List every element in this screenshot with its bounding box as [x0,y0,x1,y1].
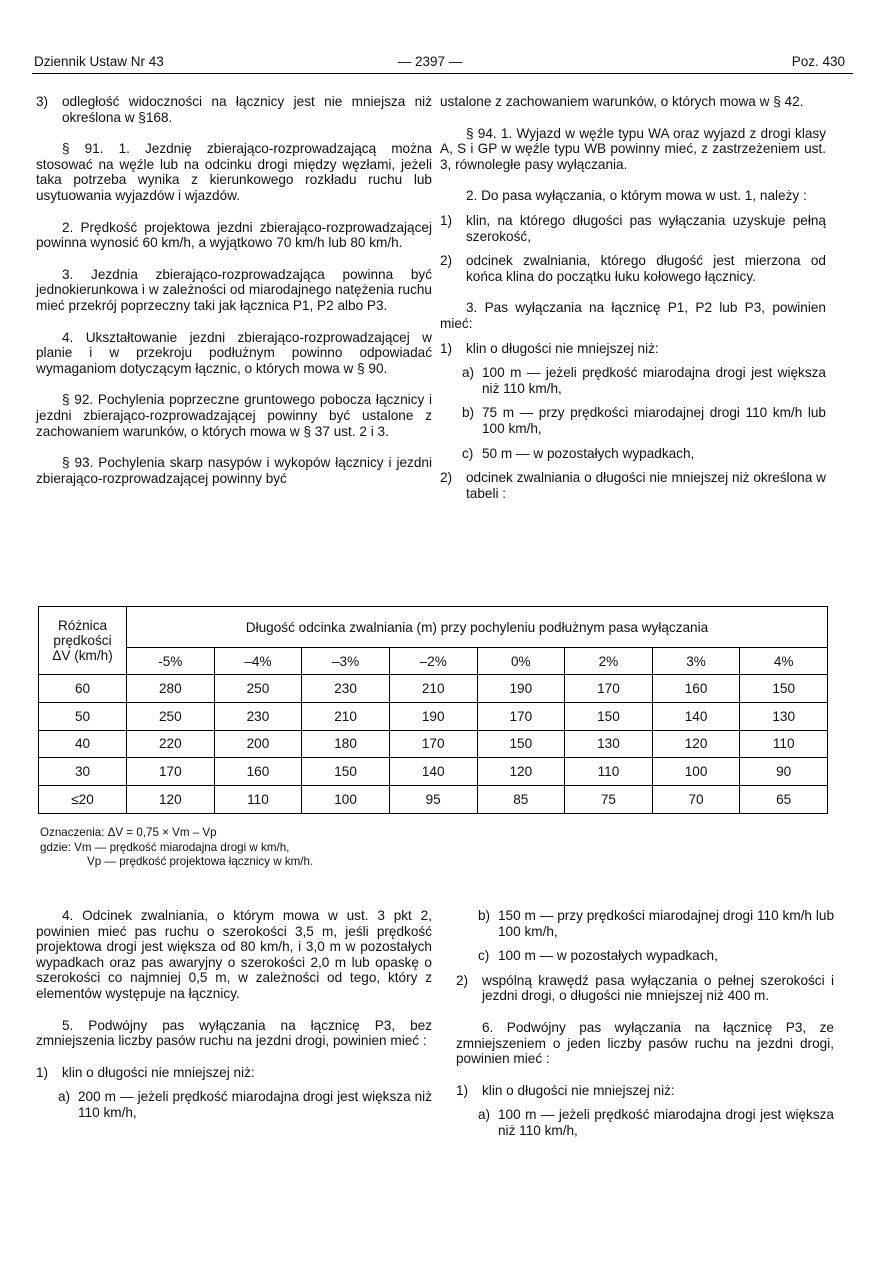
list-item [456,1083,834,1099]
table-cell: 150 [477,730,565,758]
paragraph-91-3: 3. Jezdnia zbierająco-rozprowadzająca powinna być jednokierunkowa i w zależności od miarodajnego natężenia ruchu mieć przekrój poprzeczny taki jak łącznica P1, P2 albo P3. [36,266,432,313]
item-number: 3) [36,94,49,109]
item-text: 150 m — przy prędkości miarodajnej drogi 110 km/h lub 100 km/h, [498,908,834,939]
paragraph-91-4: 4. Ukształtowanie jezdni zbierająco-rozprowadzającej w planie i w przekroju podłużnym powinno odpowiadać wymaganiom dotyczącym łącznic, o których mowa w § 90. [36,329,432,376]
table-cell: 120 [477,758,565,786]
item-text: 50 m — w pozostałych wypadkach, [482,445,695,461]
table-cell: 120 [652,730,740,758]
table-cell: 130 [740,702,828,730]
table-cell: 180 [302,730,390,758]
table-cell: 190 [477,675,565,703]
paragraph-continuation: ustalone z zachowaniem warunków, o których mowa w § 42. [440,94,804,109]
table-cell: 130 [565,730,653,758]
paragraph-93: § 93. Pochylenia skarp nasypów i wykopów łącznicy i jezdni zbierająco-rozprowadzającej powinny być [36,455,432,486]
table-row [39,730,828,758]
top-left-column [36,94,432,502]
item-number: 1) [36,1064,49,1080]
notation-line: Oznaczenia: ΔV = 0,75 × Vm – Vp [40,826,217,839]
table-cell: 160 [652,675,740,703]
gradient-header: 4% [740,648,828,675]
item-letter: a) [478,1107,491,1123]
list-item [36,1065,432,1081]
table-cell: 110 [214,786,302,814]
page-number: — 2397 — [397,54,463,69]
table-cell: 150 [302,758,390,786]
bottom-right-column [456,908,834,1148]
table-cell: 100 [652,758,740,786]
item-text: klin, na którego długości pas wyłączania uzyskuje pełną szerokość, [466,212,826,244]
item-number: 2) [440,253,453,269]
table-cell: 140 [389,758,477,786]
paragraph-6: 6. Podwójny pas wyłączania na łącznicę P3, ze zmniejszeniem o jeden liczby pasów ruchu na jezdni drogi, powinien mieć : [456,1019,834,1067]
item-text: klin o długości nie mniejszej niż: [482,1082,675,1098]
item-text: klin o długości nie mniejszej niż: [62,1064,255,1080]
item-letter: a) [462,365,475,381]
item-letter: c) [462,445,474,461]
sub-item [462,365,826,396]
item-text: 100 m — jeżeli prędkość miarodajna drogi jest większa niż 110 km/h, [498,1107,834,1138]
gradient-header: 3% [652,648,740,675]
speed-diff-cell: 30 [39,758,127,786]
table-cell: 200 [214,730,302,758]
item-letter: b) [462,405,475,421]
table-cell: 90 [740,758,828,786]
table-cell: 150 [740,675,828,703]
paragraph-91-1: § 91. 1. Jezdnię zbierająco-rozprowadzającą można stosować na węźle lub na odcinku drogi między węzłami, jeżeli taka potrzeba wynika z kierunkowego rozkładu ruchu lub usytuowania wyjazdów i wjazdów. [36,141,432,203]
table-row [39,758,828,786]
corner-line: Różnica [57,618,108,633]
gradient-header: –3% [302,648,390,675]
item-number: 2) [456,972,469,988]
item-letter: a) [58,1089,71,1105]
item-number: 2) [440,470,453,486]
list-item [36,94,432,125]
table-cell: 170 [565,675,653,703]
table-cell: 110 [740,730,828,758]
table-row [39,675,828,703]
item-letter: b) [478,908,491,923]
header-rule [32,73,853,74]
sub-item [478,1107,834,1138]
position-number: Poz. 430 [791,54,845,69]
table-cell: 230 [302,675,390,703]
list-item [440,213,826,244]
paragraph-5: 5. Podwójny pas wyłączania na łącznicę P3, bez zmniejszenia liczby pasów ruchu na jezdni drogi, powinien mieć : [36,1017,432,1049]
where-line: gdzie: Vm — prędkość miarodajna drogi w km/h, [40,840,290,854]
speed-diff-cell: ≤20 [39,786,127,814]
table-cell: 250 [127,702,215,730]
table-cell: 190 [389,702,477,730]
bottom-left-column [36,908,432,1130]
paragraph-91-2: 2. Prędkość projektowa jezdni zbierająco-rozprowadzającej powinna wynosić 60 km/h, a wyjątkowo 70 km/h lub 80 km/h. [36,219,432,251]
sub-item [58,1089,432,1120]
item-number: 1) [456,1082,469,1098]
corner-line: ΔV (km/h) [52,648,113,663]
table-cell: 170 [127,758,215,786]
gradient-header: -5% [127,648,215,675]
deceleration-length-table [38,606,828,814]
item-text: odległość widoczności na łącznicy jest nie mniejsza niż określona w §168. [62,94,432,125]
table-cell: 170 [477,702,565,730]
table-cell: 160 [214,758,302,786]
sub-item [462,446,826,462]
item-letter: c) [478,948,490,964]
table-cell: 65 [740,786,828,814]
item-number: 1) [440,340,453,356]
where-line: Vp — prędkość projektowa łącznicy w km/h. [87,855,314,868]
paragraph-94-3: 3. Pas wyłączania na łącznicę P1, P2 lub P3, powinien mieć: [440,300,826,331]
table-cell: 75 [565,786,653,814]
list-item [440,253,826,284]
item-text: 75 m — przy prędkości miarodajnej drogi 110 km/h lub 100 km/h, [482,405,826,436]
speed-difference-header [39,607,127,675]
sub-item [462,405,826,436]
table-cell: 170 [389,730,477,758]
sub-item [478,908,834,939]
item-number: 1) [440,212,453,228]
table-cell: 220 [127,730,215,758]
table-main-header: Długość odcinka zwalniania (m) przy pochyleniu podłużnym pasa wyłączania [127,607,828,648]
list-item [440,470,826,501]
item-text: klin o długości nie mniejszej niż: [466,340,659,356]
table-cell: 210 [302,702,390,730]
item-text: 200 m — jeżeli prędkość miarodajna drogi jest większa niż 110 km/h, [78,1089,432,1120]
item-text: 100 m — jeżeli prędkość miarodajna drogi jest większa niż 110 km/h, [482,365,826,396]
paragraph-94-1: § 94. 1. Wyjazd w węźle typu WA oraz wyjazd z drogi klasy A, S i GP w węźle typu WB powinny mieć, z zastrzeżeniem ust. 3, równoległe pasy wyłączania. [440,125,826,172]
speed-diff-cell: 50 [39,702,127,730]
table-cell: 110 [565,758,653,786]
paragraph-4: 4. Odcinek zwalniania, o którym mowa w ust. 3 pkt 2, powinien mieć pas ruchu o szerokości 3,5 m, jeśli prędkość projektowa drogi jest większa od 80 km/h, i 3,0 m w pozostałych wypadkach oraz pas awaryjny o szerokości 2,0 m lub opaskę o szerokości co najmniej 0,5 m, w zależności od tego, który z elementów występuje na łącznicy. [36,908,432,1001]
top-right-column [440,94,826,510]
gradient-header: –4% [214,648,302,675]
table-cell: 95 [389,786,477,814]
table-cell: 230 [214,702,302,730]
table-cell: 150 [565,702,653,730]
gradient-header: 2% [565,648,653,675]
table-cell: 100 [302,786,390,814]
paragraph-94-2: 2. Do pasa wyłączania, o którym mowa w ust. 1, należy : [466,188,807,204]
table-cell: 250 [214,675,302,703]
speed-diff-cell: 60 [39,675,127,703]
table-cell: 210 [389,675,477,703]
table-cell: 120 [127,786,215,814]
list-item [440,341,826,357]
table-cell: 140 [652,702,740,730]
table-row [39,702,828,730]
table-cell: 280 [127,675,215,703]
gradient-header: –2% [389,648,477,675]
speed-diff-cell: 40 [39,730,127,758]
item-text: wspólną krawędź pasa wyłączania o pełnej szerokości i jezdni drogi, o długości nie mniejszej niż 400 m. [482,972,834,1004]
item-text: odcinek zwalniania, którego długość jest mierzona od końca klina do początku łuku kołowego łącznicy. [466,253,826,284]
table-cell: 85 [477,786,565,814]
sub-item [478,948,834,964]
list-item [456,973,834,1004]
table-notes [40,826,313,870]
paragraph-92: § 92. Pochylenia poprzeczne gruntowego pobocza łącznicy i jezdni zbierająco-rozprowadzającej powinny być ustalone z zachowaniem warunków, o których mowa w § 37 ust. 2 i 3. [36,392,432,439]
gradient-header: 0% [477,648,565,675]
corner-line: prędkości [53,633,112,648]
journal-title: Dziennik Ustaw Nr 43 [34,54,164,69]
item-text: odcinek zwalniania o długości nie mniejszej niż określona w tabeli : [466,470,826,501]
table-cell: 70 [652,786,740,814]
table-row [39,786,828,814]
item-text: 100 m — w pozostałych wypadkach, [498,948,718,964]
